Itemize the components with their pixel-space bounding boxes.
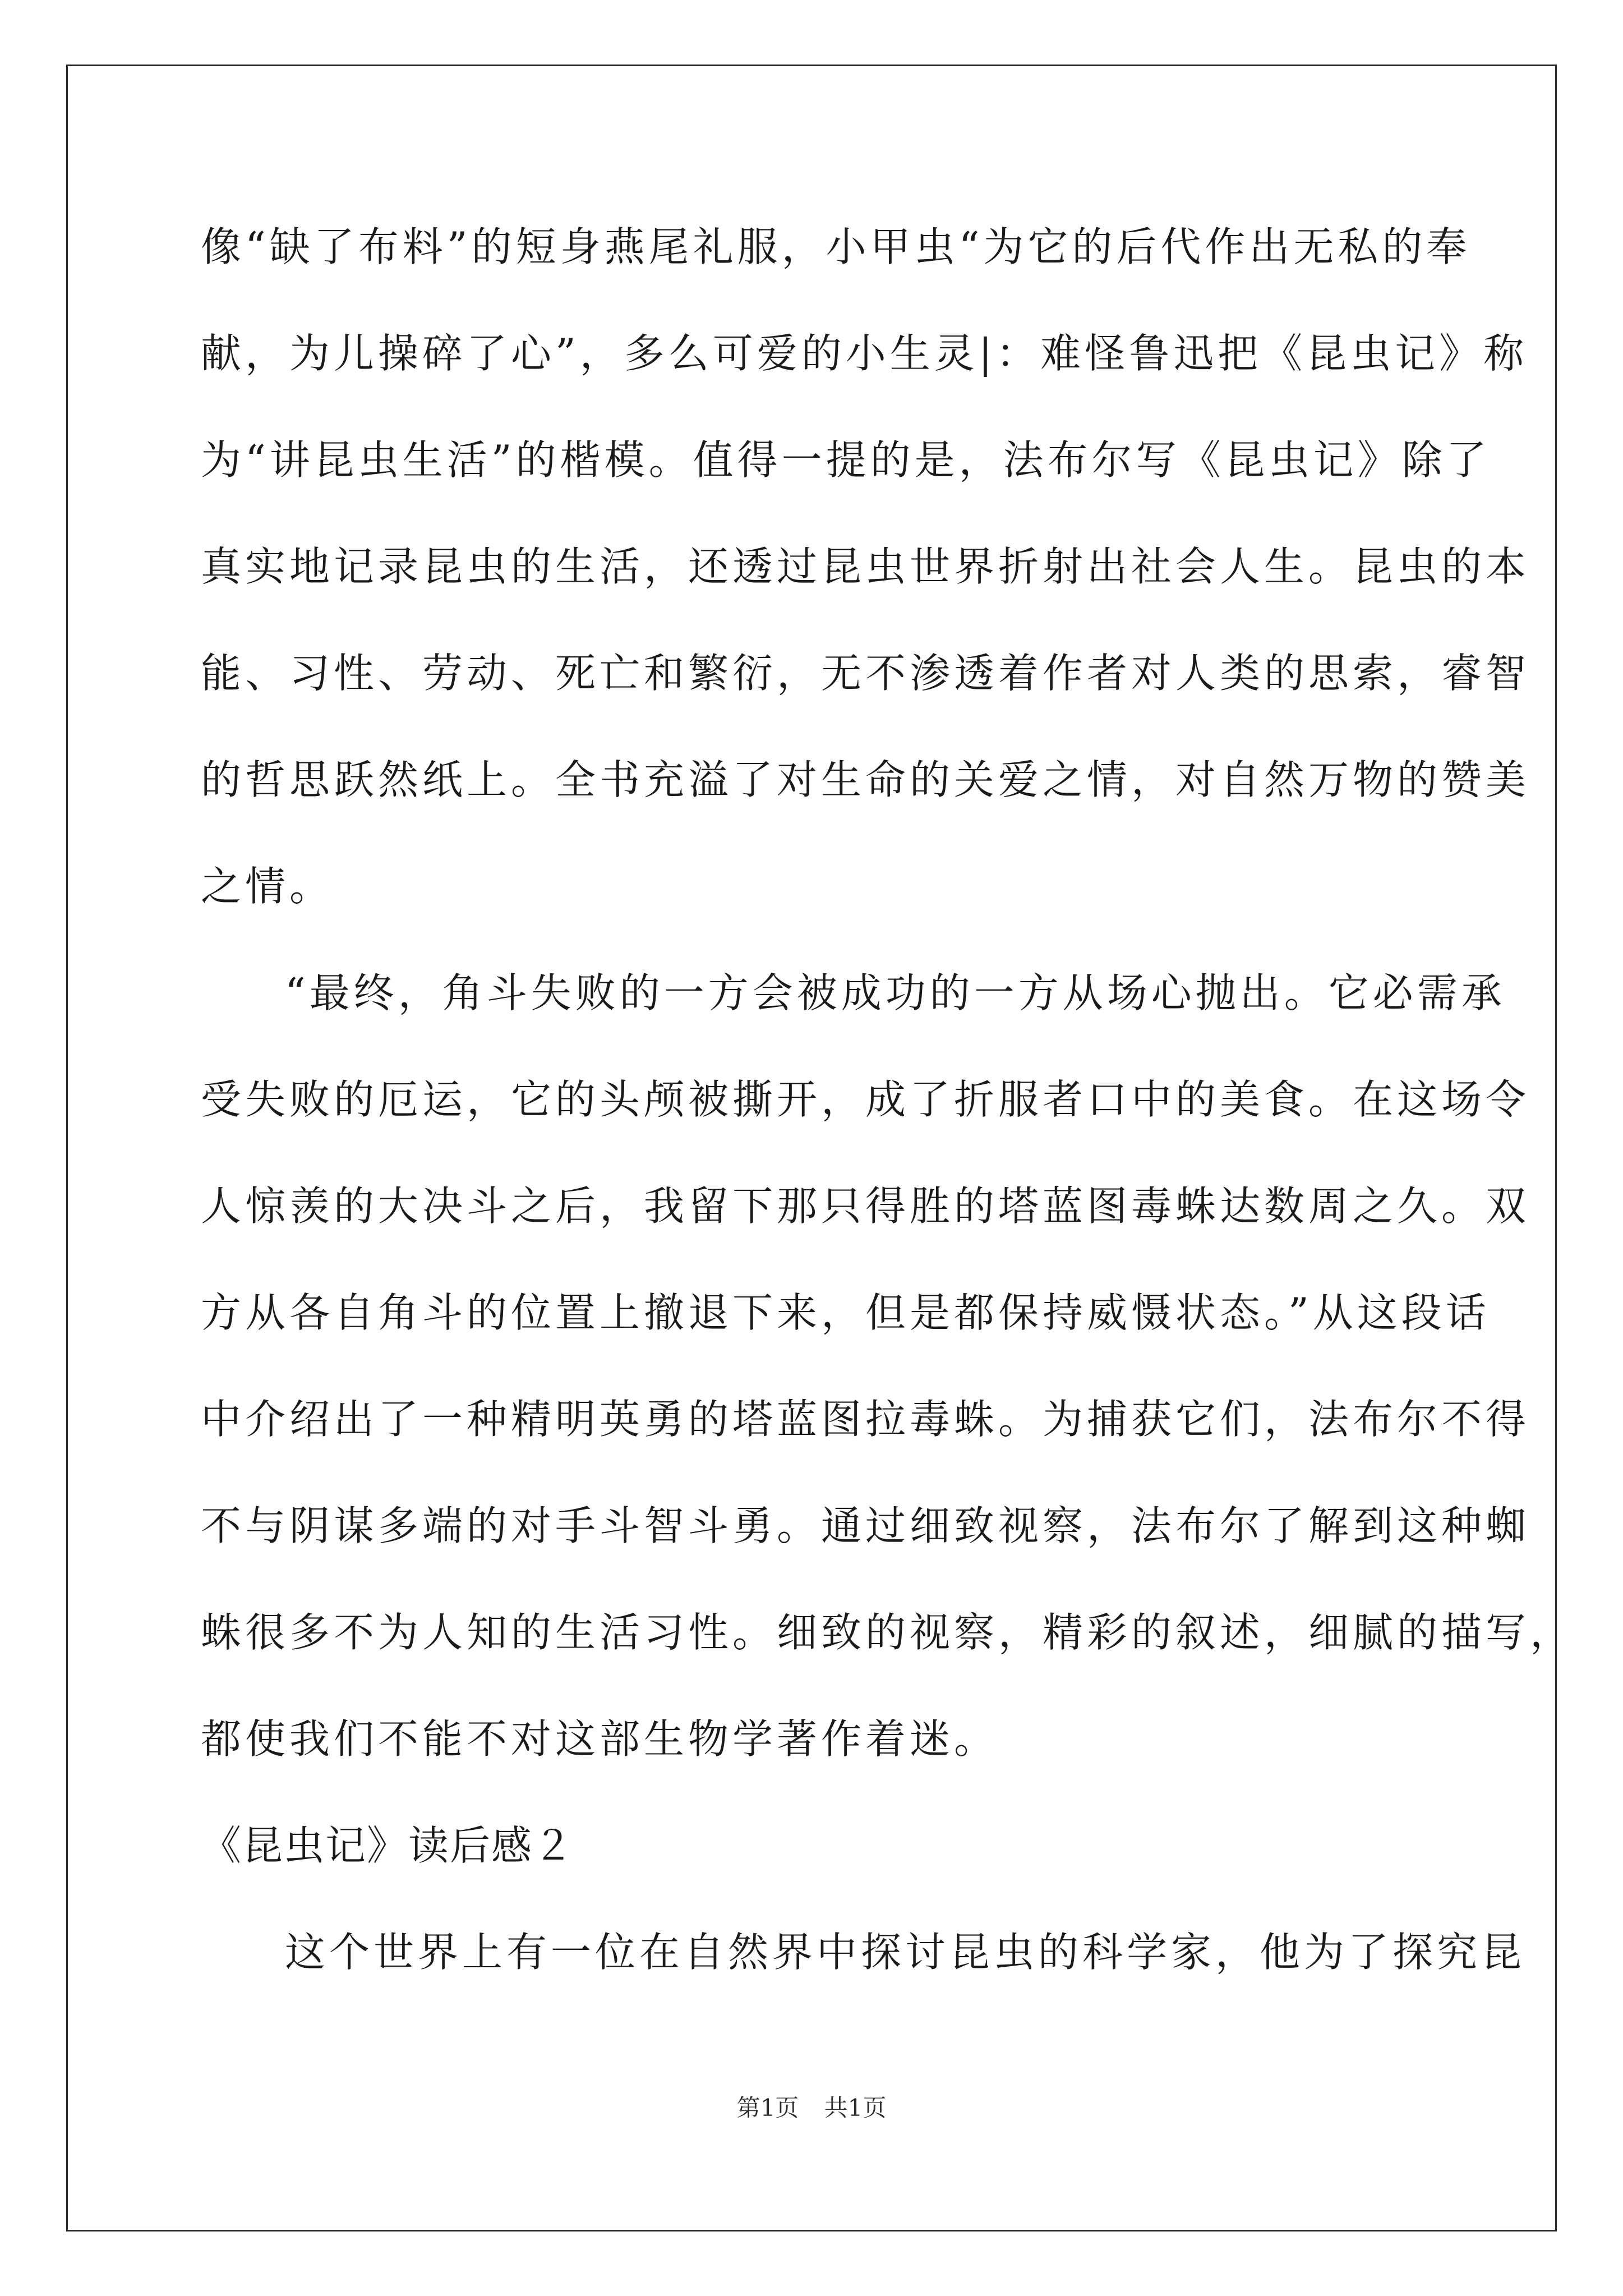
page-number: 第1页 <box>736 2094 799 2122</box>
text-line: 能、习性、劳动、死亡和繁衍，无不渗透着作者对人类的思索，睿智 <box>201 650 1530 697</box>
text-line: 的哲思跃然纸上。全书充溢了对生命的关爱之情，对自然万物的赞美 <box>201 756 1530 803</box>
text-line: 方从各自角斗的位置上撤退下来，但是都保持威慑状态。”从这段话 <box>201 1289 1490 1336</box>
document-body <box>201 216 1575 2028</box>
text-line: 为“讲昆虫生活”的楷模。值得一提的是，法布尔写《昆虫记》除了 <box>201 436 1491 484</box>
page-footer <box>0 2091 1623 2125</box>
text-line: 受失败的厄运，它的头颅被撕开，成了折服者口中的美食。在这场令 <box>201 1076 1530 1123</box>
text-line: 之情。 <box>201 863 334 910</box>
page-total: 共1页 <box>824 2094 887 2122</box>
paragraph-first-line: 这个世界上有一位在自然界中探讨昆虫的科学家，他为了探究昆 <box>285 1929 1526 1976</box>
text-line: 人惊羡的大决斗之后，我留下那只得胜的塔蓝图毒蛛达数周之久。双 <box>201 1182 1530 1230</box>
text-line: 蛛很多不为人知的生活习性。细致的视察，精彩的叙述，细腻的描写， <box>201 1609 1575 1656</box>
section-heading: 《昆虫记》读后感２ <box>201 1822 575 1869</box>
text-line: 像“缺了布料”的短身燕尾礼服，小甲虫“为它的后代作出无私的奉 <box>201 223 1471 270</box>
text-line: 不与阴谋多端的对手斗智斗勇。通过细致视察，法布尔了解到这种蜘 <box>201 1502 1530 1549</box>
text-line: 都使我们不能不对这部生物学著作着迷。 <box>201 1715 999 1763</box>
text-line: 献，为儿操碎了心”，多么可爱的小生灵|：难怪鲁迅把《昆虫记》称 <box>201 330 1528 377</box>
paragraph-first-line: “最终，角斗失败的一方会被成功的一方从场心抛出。它必需承 <box>285 969 1506 1016</box>
text-line: 中介绍出了一种精明英勇的塔蓝图拉毒蛛。为捕获它们，法布尔不得 <box>201 1396 1530 1443</box>
text-line: 真实地记录昆虫的生活，还透过昆虫世界折射出社会人生。昆虫的本 <box>201 543 1530 590</box>
